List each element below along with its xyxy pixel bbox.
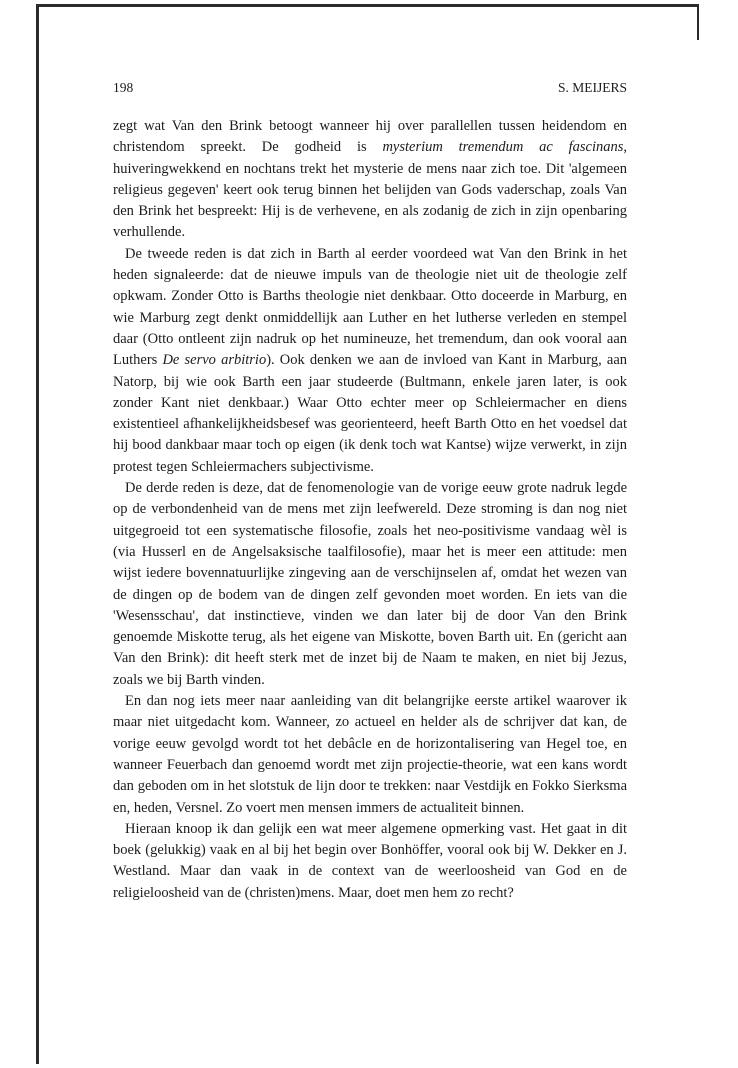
text-segment: De derde reden is deze, dat de fenomenologie van de vorige eeuw grote nadruk legde op de verbondenheid van de mens met zijn leefwereld. Deze stroming is dan nog niet uitgegroeid tot een systematische filosofie, zoals het neo-positivisme vandaag wèl is (via Husserl en de Angelsaksische taalfilosofie), maar het is meer een attitude: men wijst iedere bovennatuurlijke zingeving aan de verschijnselen af, omdat het wezen van de dingen op de bodem van de dingen zelf gevonden moet worden. En iets van die 'Wesensschau', dat instinctieve, vinden we dan later bij de door Van den Brink genoemde Miskotte terug, als het eigene van Miskotte, boven Barth uit. En (gericht aan Van den Brink): dit heeft sterk met de inzet bij de Naam te maken, en niet bij Jezus, zoals we bij Barth vinden. [113,480,627,688]
italic-title: De servo arbitrio [162,352,267,369]
document-page [113,80,627,904]
italic-term: mysterium tremendum ac fascinans [382,139,624,156]
paragraph [113,819,627,904]
running-head [113,80,627,96]
text-segment: , huiveringwekkend en nochtans trekt het mysterie de mens naar zich toe. Dit 'algemeen religieus gegeven' keert ook terug binnen het belijden van Gods vaderschap, zoals Van den Brink het bespreekt: Hij is de verhevene, en als zodanig de zich in zijn openbaring verhullende. [113,139,628,241]
scan-border-left [36,4,39,1064]
text-segment: ). Ook denken we aan de invloed van Kant in Marburg, aan Natorp, bij wie ook Barth een jaar studeerde (Bultmann, enkele jaren later, is ook zonder Kant niet denkbaar.) Waar Otto echter meer op Schleiermacher en diens existentieel afhankelijkheidsbesef was georienteerd, heeft Barth Otto en het voedsel dat hij bood dankbaar maar toch op eigen (ik denk toch wat Kantse) wijze verwerkt, in zijn protest tegen Schleiermachers subjectivisme. [113,352,628,475]
scan-border-right [697,4,699,40]
body-text [113,116,627,904]
page-number: 198 [113,80,134,95]
paragraph [113,244,627,478]
text-segment: zegt wat Van den Brink betoogt wanneer hij over parallellen tussen heidendom en christendom spreekt. De godheid is [113,118,627,156]
paragraph [113,116,627,244]
text-segment: De tweede reden is dat zich in Barth al eerder voordeed wat Van den Brink in het heden signaleerde: dat de nieuwe impuls van de theologie niet uit de theologie zelf opkwam. Zonder Otto is Barths theologie niet denkbaar. Otto doceerde in Marburg, en wie Marburg zegt denkt onmiddellijk aan Luther en het lutherse verleden en stempel daar (Otto ontleent zijn nadruk op het numineuze, het tremendum, dan ook vooral aan Luthers [113,245,627,369]
paragraph [113,478,627,691]
scan-border-top [38,4,698,7]
running-head-author: S. MEIJERS [557,80,627,95]
text-segment: Hieraan knoop ik dan gelijk een wat meer algemene opmerking vast. Het gaat in dit boek (gelukkig) vaak en al bij het begin over Bonhöffer, vooral ook bij W. Dekker en J. Westland. Maar dan vaak in de context van de weerloosheid van God en de religieloosheid van de (christen)mens. Maar, doet men hem zo recht? [113,820,627,901]
paragraph [113,691,627,819]
text-segment: En dan nog iets meer naar aanleiding van dit belangrijke eerste artikel waarover ik maar niet uitgedacht kom. Wanneer, zo actueel en helder als de schrijver dat kan, de vorige eeuw gevolgd wordt tot het debâcle en de horizontalisering van Hegel toe, en wanneer Feuerbach dan genoemd wordt met zijn projectie-theorie, wat een kans wordt dan geboden om in het slotstuk de lijn door te trekken: naar Vestdijk en Fokko Sierksma en, heden, Versnel. Zo voert men mensen immers de actualiteit binnen. [113,693,627,816]
